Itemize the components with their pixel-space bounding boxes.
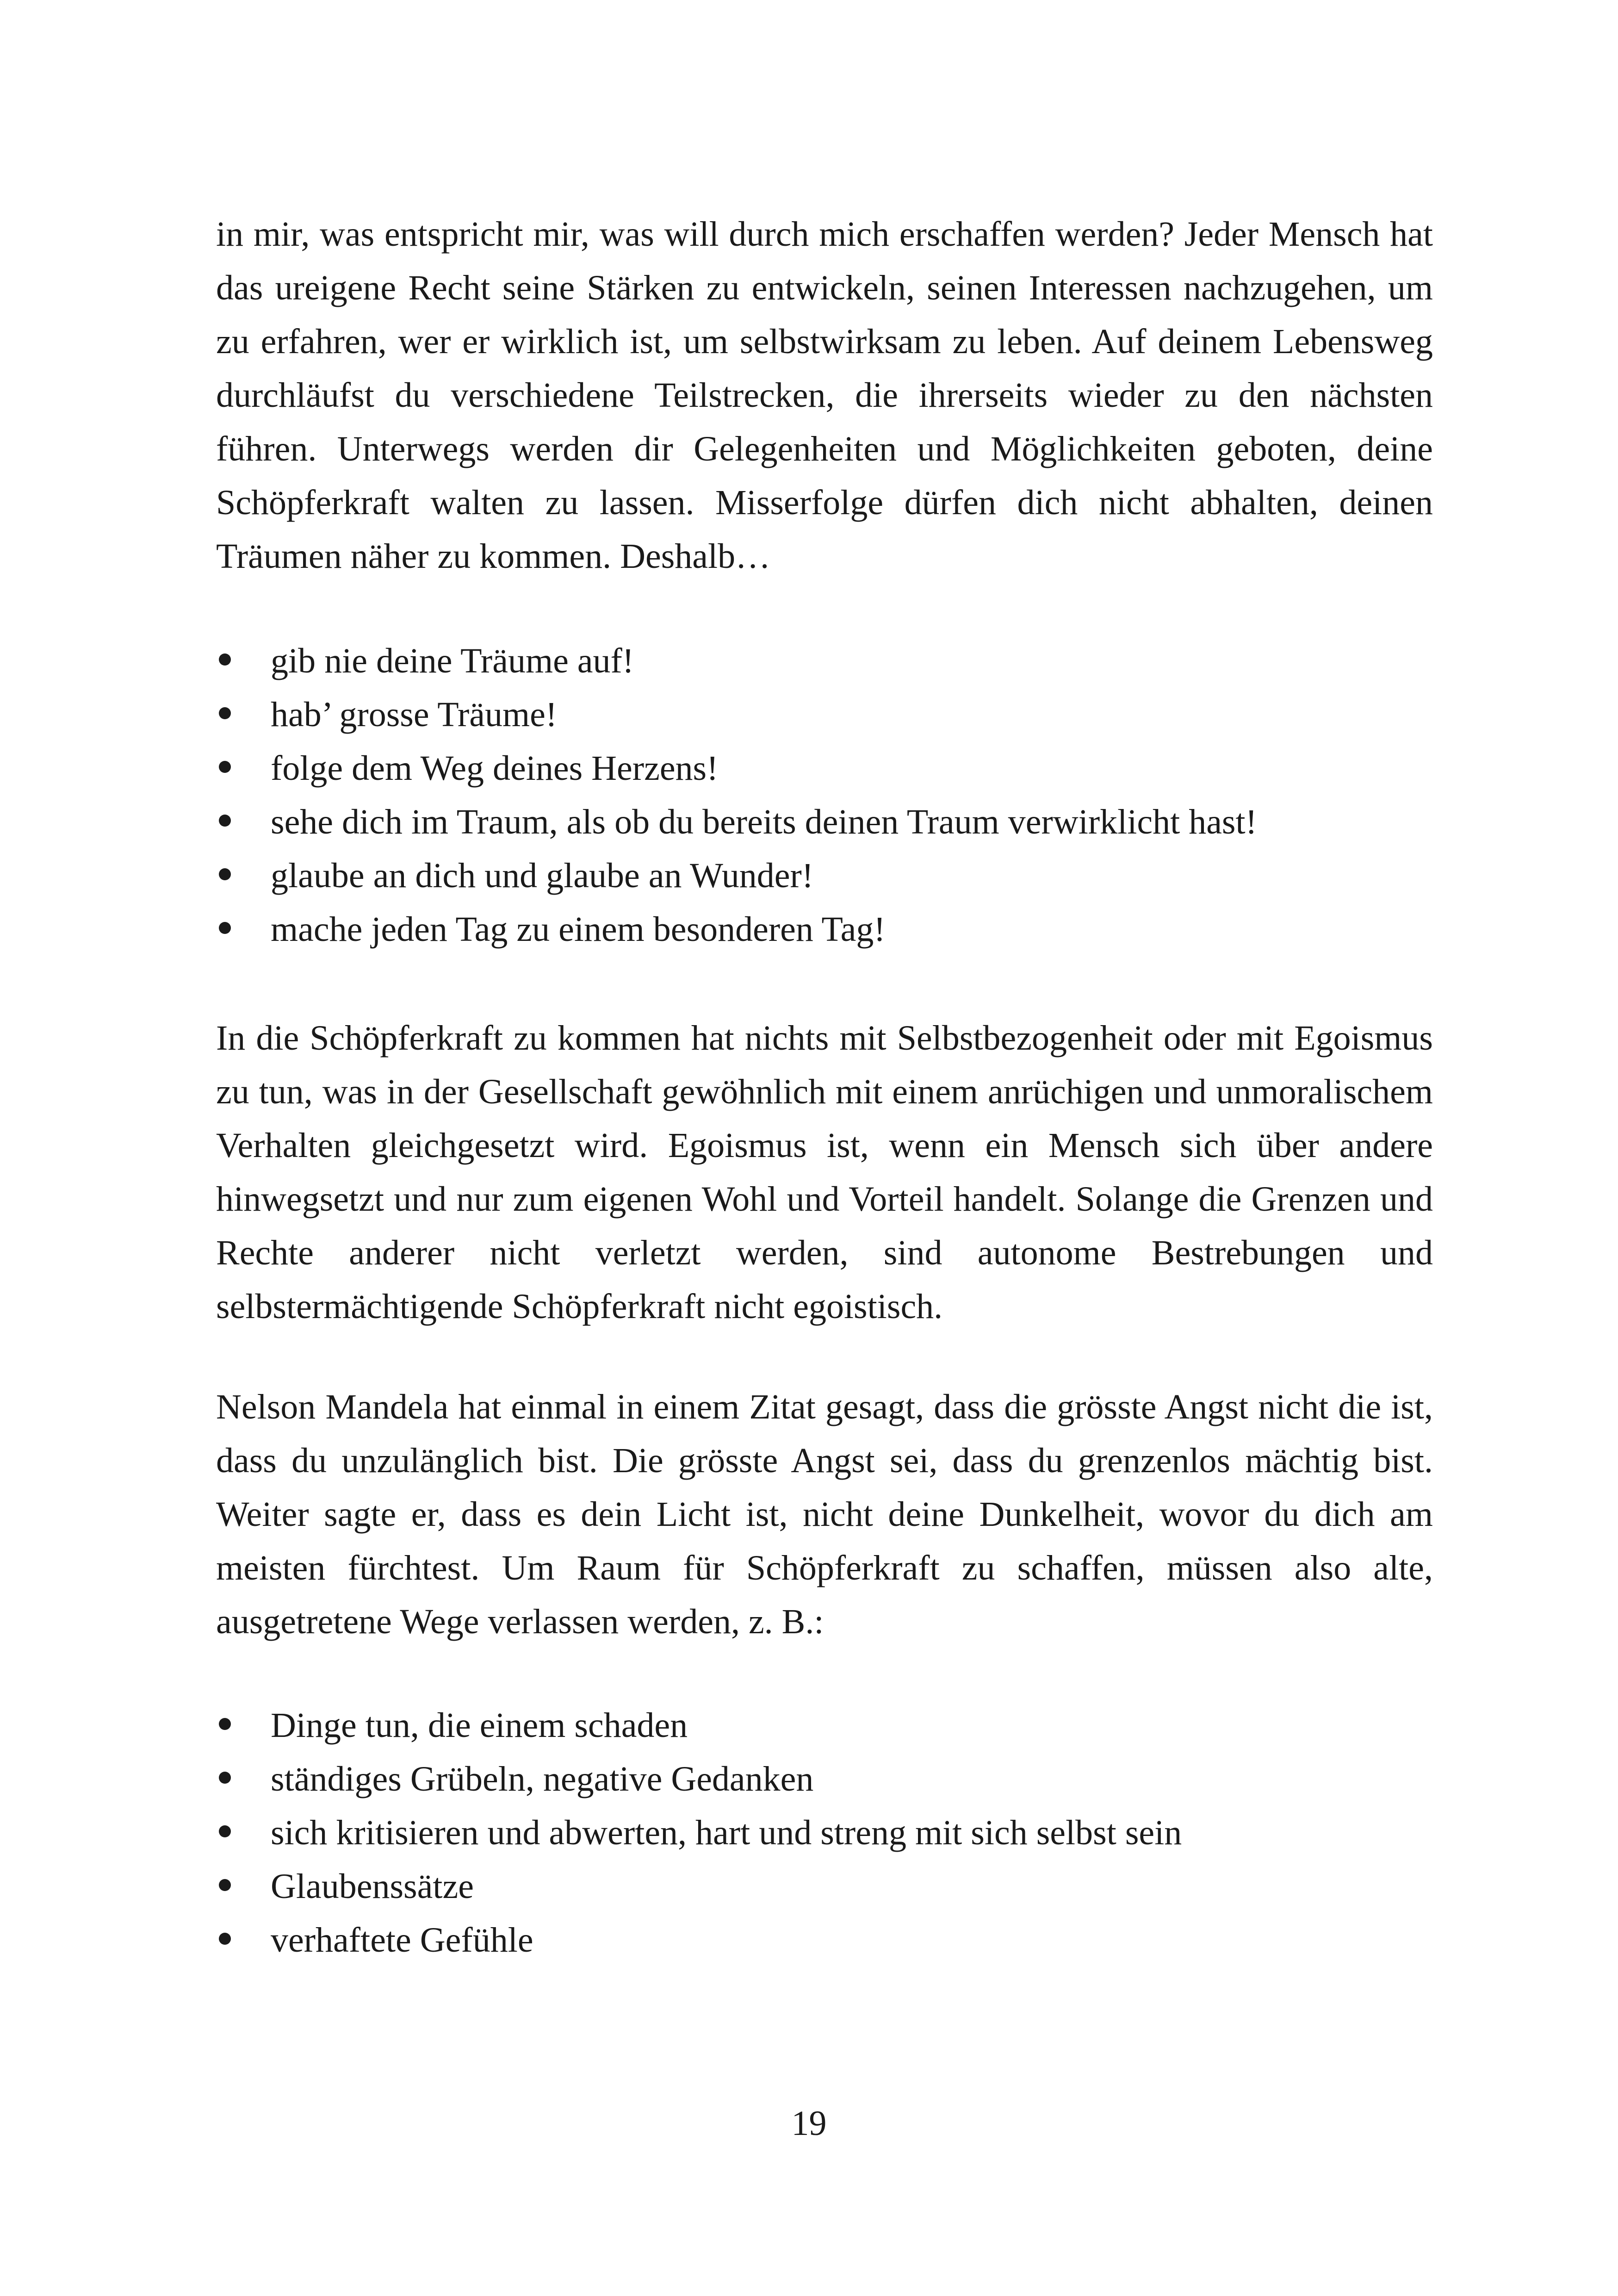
bullet-icon [219,815,231,827]
list-item-text: folge dem Weg deines Herzens! [271,749,719,788]
bullet-icon [219,1825,231,1837]
bullet-icon [219,653,231,666]
bullet-icon [219,707,231,719]
list-item [216,1699,1433,1752]
bullet-icon [219,1879,231,1891]
list-item [216,634,1433,688]
bullet-icon [219,922,231,934]
bullet-icon [219,1718,231,1730]
bullet-icon [219,868,231,880]
list-item [216,1806,1433,1860]
page-number: 19 [791,2104,827,2143]
list-item [216,1752,1433,1806]
paragraph: In die Schöpferkraft zu kommen hat nichts mit Selbstbezogenheit oder mit Egoismus zu tun, was in der Gesellschaft gewöhnlich mit einem anrüchigen und unmoralischem Verhalten gleichgesetzt wird. Egoismus ist, wenn ein Mensch sich über andere hinwegsetzt und nur zum eigenen Wohl und Vorteil handelt. Solange die Grenzen und Rechte anderer nicht verletzt werden, sind autonome Bestrebungen und selbstermächtigende Schöpferkraft nicht egoistisch. [216,1019,1433,1326]
list-item-text: mache jeden Tag zu einem besonderen Tag! [271,910,886,949]
paragraph: Nelson Mandela hat einmal in einem Zitat gesagt, dass die grösste Angst nicht die ist, dass du unzulänglich bist. Die grösste Angst sei, dass du grenzenlos mächtig bist. Weiter sagte er, dass es dein Licht ist, nicht deine Dunkelheit, wovor du dich am meisten fürchtest. Um Raum für Schöpferkraft zu schaffen, müssen also alte, ausgetretene Wege verlassen werden, z. B.: [216,1388,1433,1641]
list-item-text: hab’ grosse Träume! [271,695,558,734]
list-item [216,688,1433,741]
list-item-text: Dinge tun, die einem schaden [271,1706,688,1745]
bullet-list [216,1699,1433,1967]
list-item [216,1913,1433,1967]
list-item-text: glaube an dich und glaube an Wunder! [271,856,814,895]
list-item-text: verhaftete Gefühle [271,1921,533,1960]
list-item-text: ständiges Grübeln, negative Gedanken [271,1760,814,1798]
bullet-icon [219,1933,231,1945]
list-item-text: sich kritisieren und abwerten, hart und streng mit sich selbst sein [271,1813,1182,1852]
list-item-text: Glaubenssätze [271,1867,474,1906]
list-item [216,795,1433,849]
paragraph: in mir, was entspricht mir, was will durch mich erschaffen werden? Jeder Mensch hat das ureigene Recht seine Stärken zu entwickeln, seinen Interessen nachzugehen, um zu erfahren, wer er wirklich ist, um selbstwirksam zu leben. Auf deinem Lebensweg durchläufst du verschiedene Teilstrecken, die ihrerseits wieder zu den nächsten führen. Unterwegs werden dir Gelegenheiten und Möglichkeiten geboten, deine Schöpferkraft walten zu lassen. Misserfolge dürfen dich nicht abhalten, deinen Träumen näher zu kommen. Deshalb… [216,215,1433,576]
bullet-list [216,634,1433,956]
list-item-text: sehe dich im Traum, als ob du bereits deinen Traum verwirklicht hast! [271,803,1257,841]
list-item [216,1860,1433,1913]
list-item [216,902,1433,956]
list-item-text: gib nie deine Träume auf! [271,641,634,680]
bullet-icon [219,1772,231,1784]
list-item [216,741,1433,795]
bullet-icon [219,761,231,773]
list-item [216,849,1433,902]
